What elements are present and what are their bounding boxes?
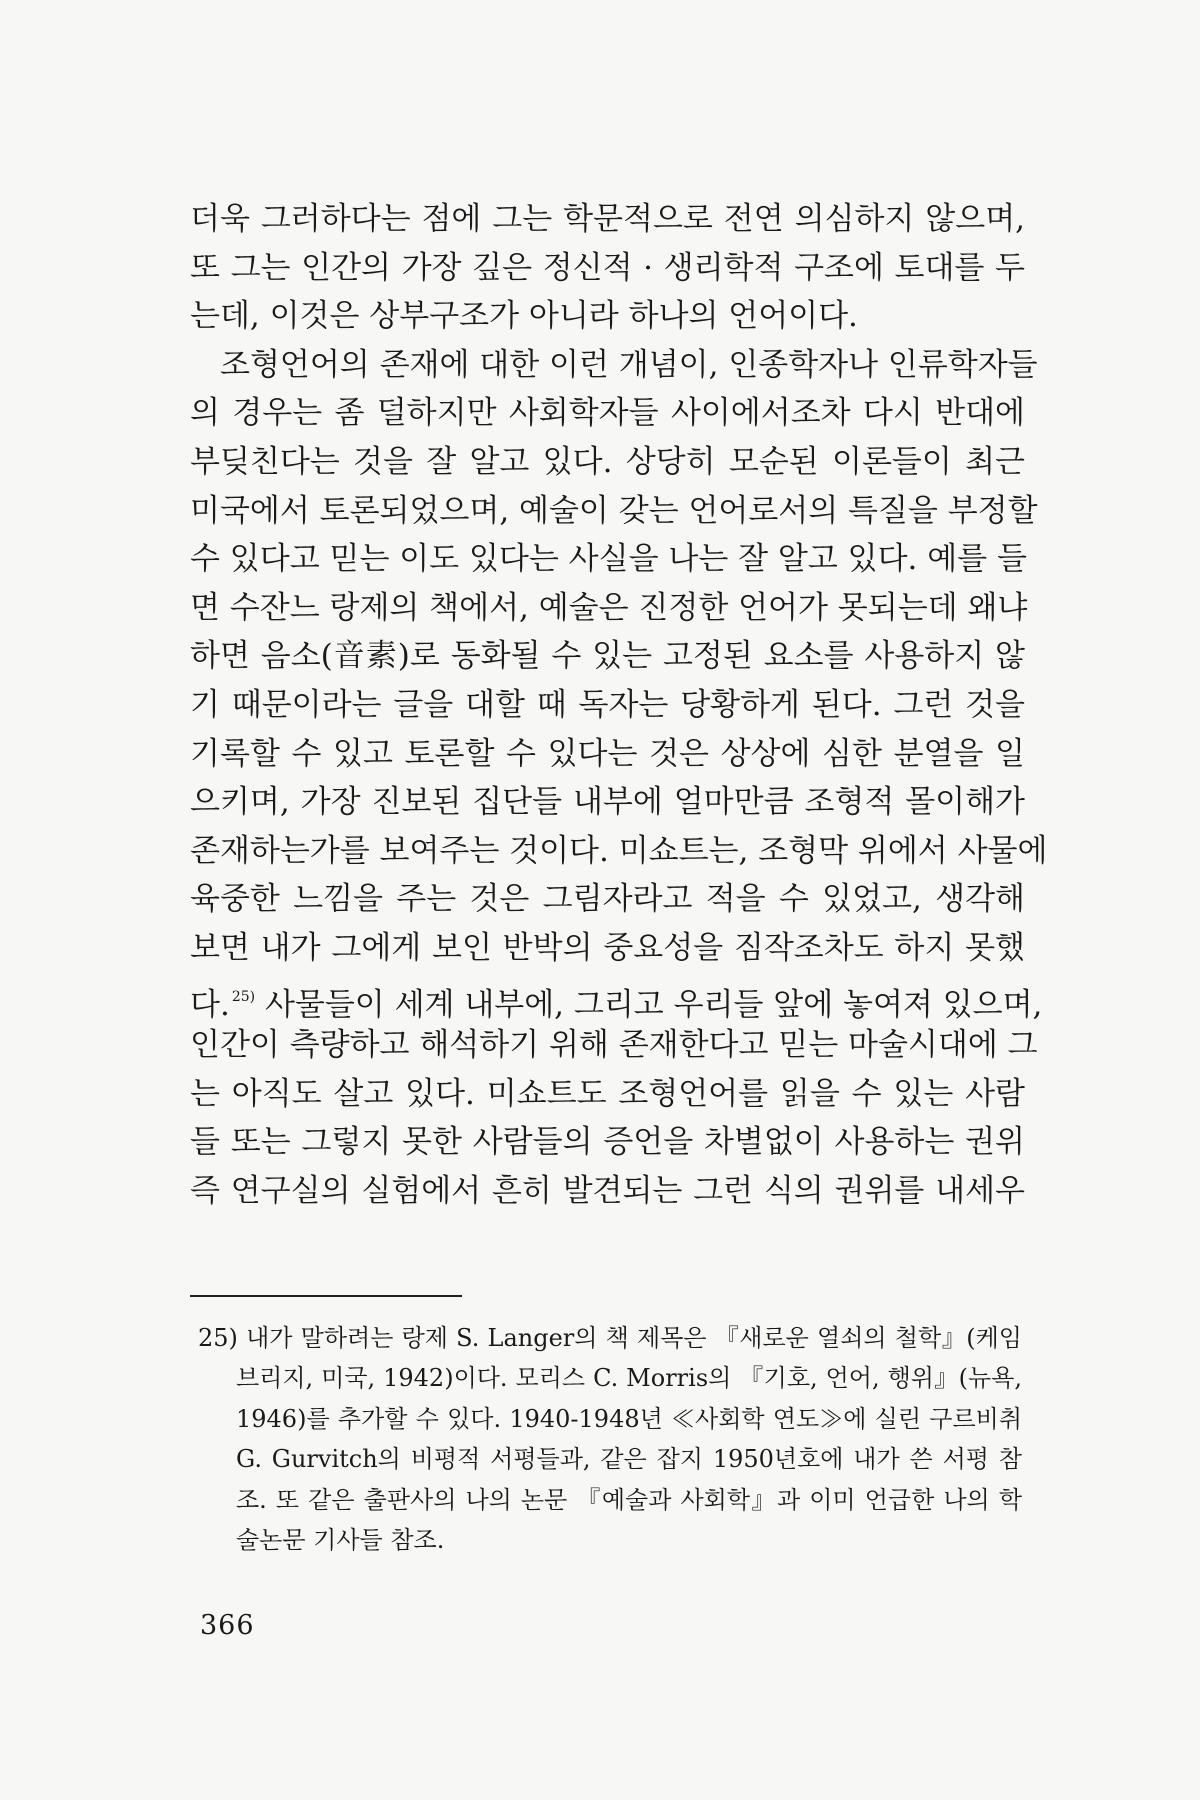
text-line: 존재하는가를 보여주는 것이다. 미쇼트는, 조형막 위에서 사물에 (190, 832, 1048, 869)
text-segment: 다. (190, 986, 230, 1023)
text-line: 수 있다고 믿는 이도 있다는 사실을 나는 잘 알고 있다. 예를 들 (190, 541, 1027, 578)
footnote-reference[interactable]: 25) (231, 988, 256, 1005)
text-line: 는 아직도 살고 있다. 미쇼트도 조형언어를 읽을 수 있는 사람 (190, 1075, 1025, 1112)
footnote-line: 조. 또 같은 출판사의 나의 논문 『예술과 사회학』과 이미 언급한 나의 학 (236, 1485, 1022, 1514)
text-line: 즉 연구실의 실험에서 흔히 발견되는 그런 식의 권위를 내세우 (190, 1172, 1025, 1209)
text-line: 하면 음소(音素)로 동화될 수 있는 고정된 요소를 사용하지 않 (190, 638, 1025, 675)
text-line: 또 그는 인간의 가장 깊은 정신적 · 생리학적 구조에 토대를 두 (190, 249, 1025, 286)
text-line: 미국에서 토론되었으며, 예술이 갖는 언어로서의 특질을 부정할 (190, 492, 1038, 529)
text-line (190, 973, 1043, 1023)
text-line: 인간이 측량하고 해석하기 위해 존재한다고 믿는 마술시대에 그 (190, 1027, 1038, 1064)
text-line: 으키며, 가장 진보된 집단들 내부에 얼마만큼 조형적 몰이해가 (190, 784, 1025, 821)
text-line: 는데, 이것은 상부구조가 아니라 하나의 언어이다. (190, 298, 858, 335)
text-segment: 사물들이 세계 내부에, 그리고 우리들 앞에 놓여져 있으며, (264, 986, 1043, 1023)
text-line: 기록할 수 있고 토론할 수 있다는 것은 상상에 심한 분열을 일 (190, 735, 1025, 772)
page-number: 366 (200, 1610, 255, 1641)
footnote-divider (190, 1295, 462, 1297)
footnote (198, 1318, 1022, 1560)
footnote-line: 브리지, 미국, 1942)이다. 모리스 C. Morris의 『기호, 언어, 행위』(뉴욕, (236, 1364, 1022, 1393)
text-line: 기 때문이라는 글을 대할 때 독자는 당황하게 된다. 그런 것을 (190, 686, 1025, 723)
text-line: 면 수잔느 랑제의 책에서, 예술은 진정한 언어가 못되는데 왜냐 (190, 589, 1028, 626)
text-line: 보면 내가 그에게 보인 반박의 중요성을 짐작조차도 하지 못했 (190, 929, 1025, 966)
text-line: 의 경우는 좀 덜하지만 사회학자들 사이에서조차 다시 반대에 (190, 395, 1025, 432)
footnote-line: 1946)를 추가할 수 있다. 1940-1948년 ≪사회학 연도≫에 실린 구르비취 (236, 1404, 1022, 1433)
footnote-line: 25) 내가 말하려는 랑제 S. Langer의 책 제목은 『새로운 열쇠의 철학』(케임 (198, 1324, 1022, 1352)
body-text (190, 195, 1048, 1215)
text-line: 조형언어의 존재에 대한 이런 개념이, 인종학자나 인류학자들 (220, 346, 1038, 383)
text-line: 부딪친다는 것을 잘 알고 있다. 상당히 모순된 이론들이 최근 (190, 443, 1025, 480)
text-line: 육중한 느낌을 주는 것은 그림자라고 적을 수 있었고, 생각해 (190, 881, 1025, 918)
footnote-line: 술논문 기사들 참조. (236, 1525, 445, 1554)
footnote-line: G. Gurvitch의 비평적 서평들과, 같은 잡지 1950년호에 내가 쓴 서평 참 (236, 1445, 1022, 1474)
text-line: 더욱 그러하다는 점에 그는 학문적으로 전연 의심하지 않으며, (190, 201, 1025, 237)
text-line: 들 또는 그렇지 못한 사람들의 증언을 차별없이 사용하는 권위 (190, 1124, 1025, 1161)
